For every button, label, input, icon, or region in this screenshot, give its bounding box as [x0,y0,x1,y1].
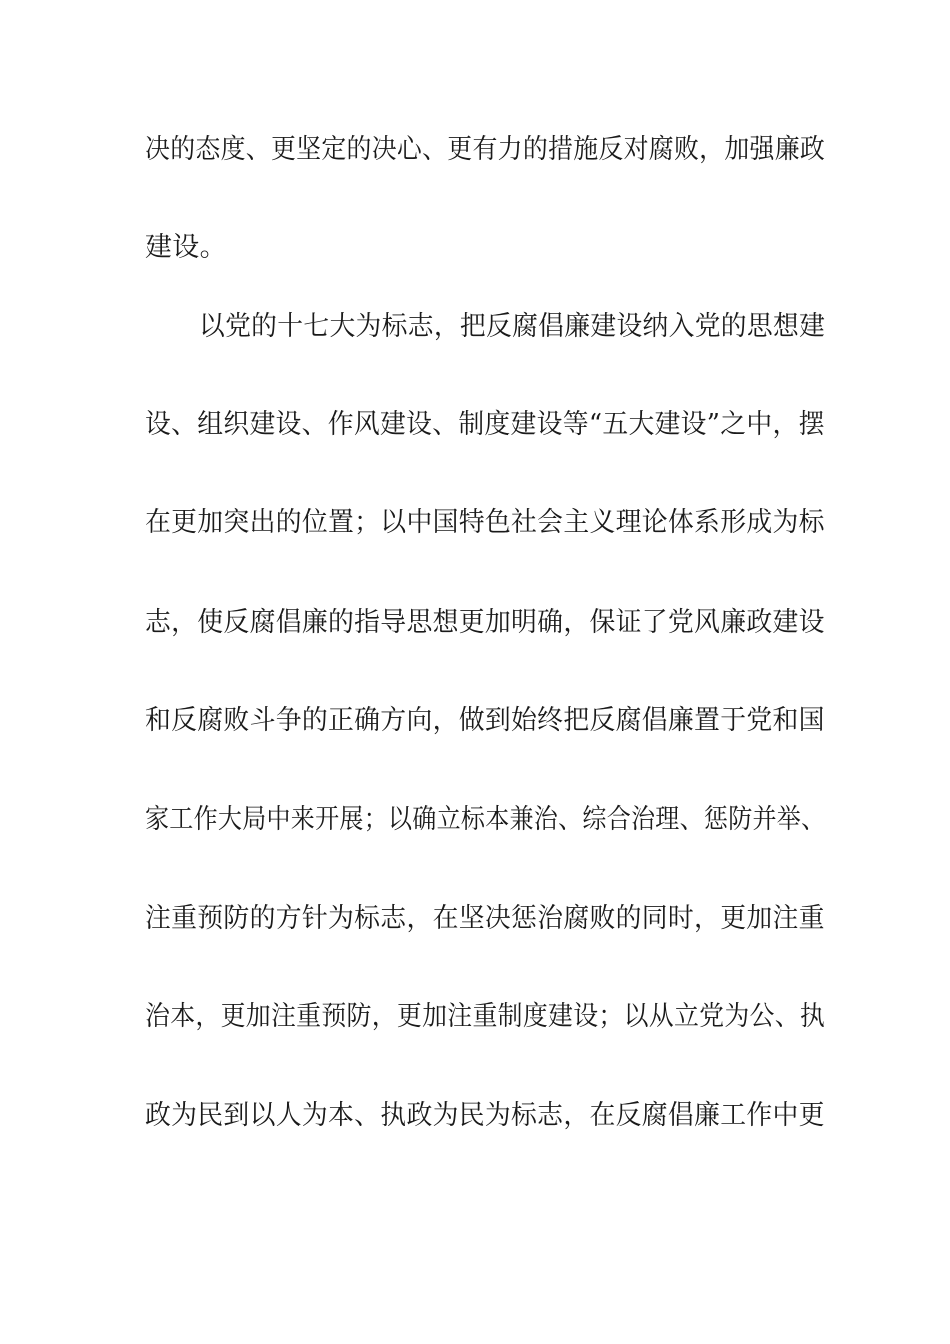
paragraph-line: 注重预防的方针为标志，在坚决惩治腐败的同时，更加注重 [145,903,825,934]
paragraph-line: 建设。 [145,232,227,263]
paragraph-line: 以党的十七大为标志，把反腐倡廉建设纳入党的思想建 [199,311,826,342]
paragraph-line: 在更加突出的位置；以中国特色社会主义理论体系形成为标 [145,507,825,538]
paragraph-line: 治本，更加注重预防，更加注重制度建设；以从立党为公、执 [145,1001,826,1032]
paragraph-line: 家工作大局中来开展；以确立标本兼治、综合治理、惩防并举、 [145,804,826,835]
paragraph-line: 决的态度、更坚定的决心、更有力的措施反对腐败，加强廉政 [145,134,826,165]
paragraph-line: 志，使反腐倡廉的指导思想更加明确，保证了党风廉政建设 [145,607,825,638]
paragraph-line: 设、组织建设、作风建设、制度建设等“五大建设”之中，摆 [145,409,825,440]
paragraph-line: 政为民到以人为本、执政为民为标志，在反腐倡廉工作中更 [145,1100,825,1131]
paragraph-line: 和反腐败斗争的正确方向，做到始终把反腐倡廉置于党和国 [145,705,825,736]
